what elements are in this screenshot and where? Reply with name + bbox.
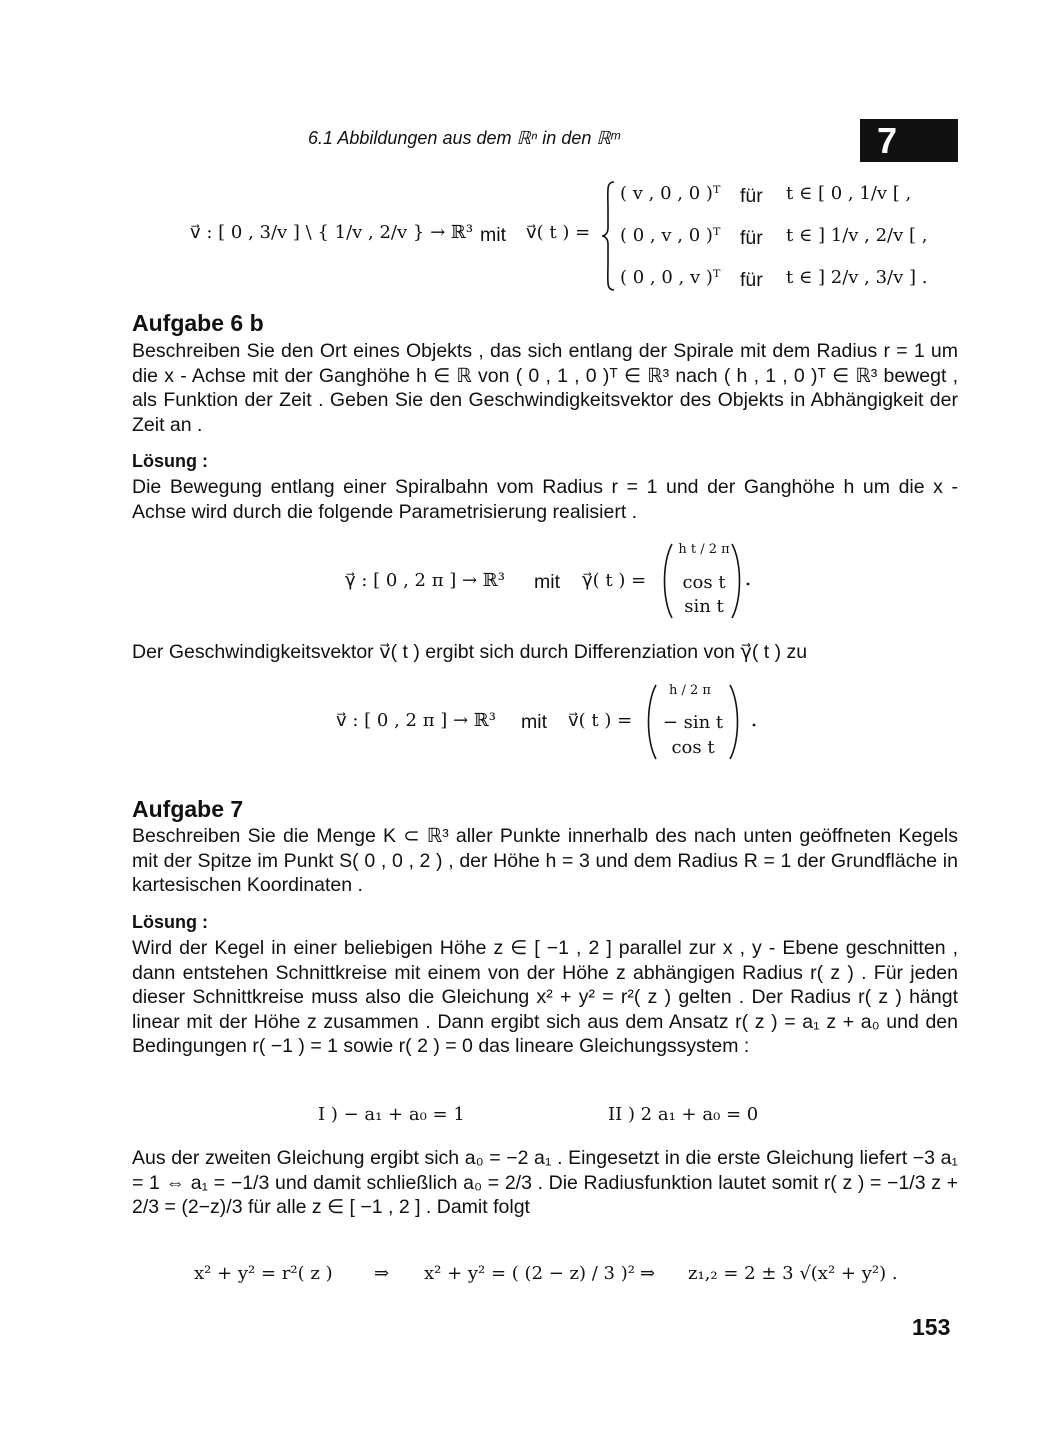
final-eq-c: z₁,₂ = 2 ± 3 √(x² + y²) . <box>688 1263 898 1284</box>
v-vec-1: h / 2 π <box>669 683 711 698</box>
final-eq-a: x² + y² = r²( z ) <box>194 1263 333 1284</box>
case-2-fuer: für <box>740 227 763 249</box>
equation-1: I ) − a₁ + a₀ = 1 <box>318 1104 465 1125</box>
case-1-fuer: für <box>740 185 763 207</box>
gamma-def: γ⃗( t ) = <box>582 570 647 591</box>
case-3-vec: ( 0 , 0 , v )ᵀ <box>620 267 721 288</box>
top-formula-def: v⃗( t ) = <box>526 222 591 243</box>
cases-brace <box>600 180 618 292</box>
case-1-vec: ( v , 0 , 0 )ᵀ <box>620 183 721 204</box>
between-text: Der Geschwindigkeitsvektor v⃗( t ) ergibt sich durch Differenziation von γ⃗( t ) zu <box>132 641 808 663</box>
final-eq-b: x² + y² = ( (2 − z) / 3 )² <box>424 1263 635 1284</box>
aufgabe-7-text: Beschreiben Sie die Menge K ⊂ ℝ³ aller Punkte innerhalb des nach unten geöffneten Kegels mit der Spitze im Punkt S( 0 , 0 , 2 ) , der Höhe h = 3 und dem Radius R = 1 der Grundfläche in kartesischen Koordinaten . <box>132 825 958 896</box>
case-3-fuer: für <box>740 269 763 291</box>
after-text: Aus der zweiten Gleichung ergibt sich a₀ = −2 a₁ . Eingesetzt in die erste Gleichung liefert −3 a₁ = 1 ⇔ a₁ = −1/3 und damit schließlich a₀ = 2/3 . Die Radiusfunktion lautet somit r( z ) = −1/3 z + 2/3 = (2−z)/3 für alle z ∈ [ −1 , 2 ] . Damit folgt <box>132 1147 958 1218</box>
gamma-vec-1: h t / 2 π <box>678 542 730 557</box>
gamma-lhs: γ⃗ : [ 0 , 2 π ] → ℝ³ <box>345 570 505 591</box>
aufgabe-6b-title: Aufgabe 6 b <box>132 310 264 336</box>
gamma-vec-2: cos t <box>682 572 726 593</box>
top-formula-mit: mit <box>480 224 506 246</box>
running-header: 6.1 Abbildungen aus dem ℝⁿ in den ℝᵐ <box>308 128 620 148</box>
final-arrow-2: ⇒ <box>640 1263 656 1284</box>
case-2-vec: ( 0 , v , 0 )ᵀ <box>620 225 721 246</box>
loesung-7-text: Wird der Kegel in einer beliebigen Höhe z ∈ [ −1 , 2 ] parallel zur x , y - Ebene geschnitten , dann entstehen Schnittkreise mit einem von der Höhe z abhängigen Radius r( z ) . Für jeden dieser Schnittkreise muss also die Gleichung x² + y² = r²( z ) gelten . Der Radius r( z ) hängt linear mit der Höhe z zusammen . Dann ergibt sich aus dem Ansatz r( z ) = a₁ z + a₀ und den Bedingungen r( −1 ) = 1 sowie r( 2 ) = 0 das lineare Gleichungssystem : <box>132 937 958 1057</box>
equation-2: II ) 2 a₁ + a₀ = 0 <box>608 1104 759 1125</box>
top-formula-lhs: v⃗ : [ 0 , 3/v ] \ { 1/v , 2/v } → ℝ³ <box>190 222 474 243</box>
case-2-cond: t ∈ ] 1/v , 2/v [ , <box>786 225 928 246</box>
chapter-number: 7 <box>876 120 898 161</box>
gamma-mit: mit <box>534 571 560 593</box>
aufgabe-6b-text: Beschreiben Sie den Ort eines Objekts , das sich entlang der Spirale mit dem Radius r = 1 um die x - Achse mit der Ganghöhe h ∈ ℝ von ( 0 , 1 , 0 )ᵀ ∈ ℝ³ nach ( h , 1 , 0 )ᵀ ∈ ℝ³ bewegt , als Funktion der Zeit . Geben Sie den Geschwindigkeitsvektor des Objekts in Abhängigkeit der Zeit an . <box>132 340 958 436</box>
loesung-6b-label: Lösung : <box>132 451 208 471</box>
loesung-6b-text: Die Bewegung entlang einer Spiralbahn vom Radius r = 1 und der Ganghöhe h um die x - Achse wird durch die folgende Parametrisierung realisiert . <box>132 476 958 523</box>
v-lhs: v⃗ : [ 0 , 2 π ] → ℝ³ <box>336 710 496 731</box>
v-mit: mit <box>521 711 547 733</box>
page-number: 153 <box>912 1314 951 1340</box>
loesung-7-label: Lösung : <box>132 912 208 932</box>
final-arrow-1: ⇒ <box>374 1263 390 1284</box>
v-def: v⃗( t ) = <box>568 710 633 731</box>
chapter-tab <box>860 119 958 162</box>
v-vec-2: − sin t <box>662 712 724 733</box>
gamma-vec-3: sin t <box>684 596 724 617</box>
case-3-cond: t ∈ ] 2/v , 3/v ] . <box>786 267 928 288</box>
case-1-cond: t ∈ [ 0 , 1/v [ , <box>786 183 912 204</box>
aufgabe-7-title: Aufgabe 7 <box>132 796 244 822</box>
v-vec-3: cos t <box>671 737 715 758</box>
